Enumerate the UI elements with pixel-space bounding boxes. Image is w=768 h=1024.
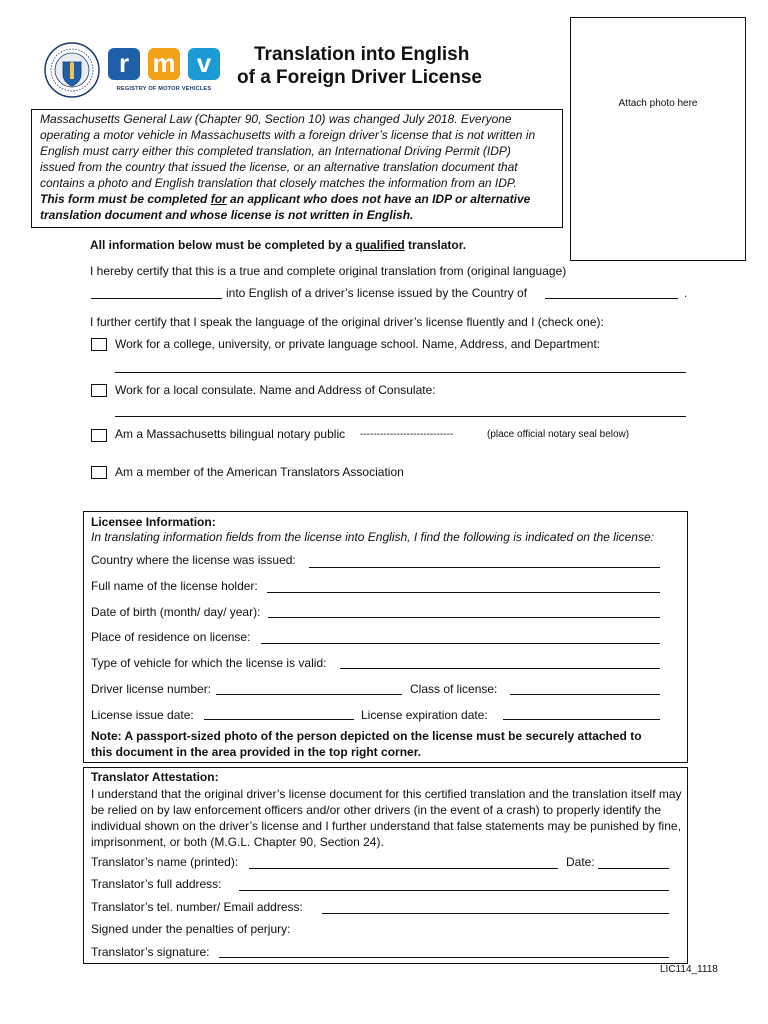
date-label: Date: bbox=[566, 855, 595, 869]
translator-signature-field[interactable] bbox=[219, 957, 669, 958]
college-details-field[interactable] bbox=[115, 372, 686, 373]
photo-box-label: Attach photo here bbox=[618, 98, 698, 109]
checkbox-ata[interactable] bbox=[91, 466, 107, 479]
licensee-subheading: In translating information fields from the license into English, I find the following is indicated on the license: bbox=[91, 530, 654, 544]
translator-name-label: Translator’s name (printed): bbox=[91, 855, 239, 869]
checkbox-notary[interactable] bbox=[91, 429, 107, 442]
rmv-logo bbox=[108, 48, 220, 98]
attestation-heading: Translator Attestation: bbox=[91, 770, 219, 784]
full-name-label: Full name of the license holder: bbox=[91, 579, 258, 593]
page-title-line2: of a Foreign Driver License bbox=[237, 67, 482, 88]
massachusetts-seal-icon bbox=[44, 42, 100, 98]
issue-date-field[interactable] bbox=[204, 719, 354, 720]
attestation-paragraph: I understand that the original driver’s license document for this certified translation and the translation itself may be relied on by law enforcement officers and/or other drivers (in the event of a crash) to properly identify the individual shown on the driver’s license and I further understand that false statements may be punished by fine, imprisonment, or both (M.G.L. Chapter 90, Section 24). bbox=[91, 787, 682, 849]
issue-date-label: License issue date: bbox=[91, 708, 194, 722]
rmv-logo-v: v bbox=[188, 48, 220, 80]
translator-attestation-box bbox=[83, 767, 688, 964]
residence-label: Place of residence on license: bbox=[91, 630, 251, 644]
country-label: Country where the license was issued: bbox=[91, 553, 296, 567]
notary-note: (place official notary seal below) bbox=[487, 429, 630, 440]
date-field[interactable] bbox=[598, 868, 669, 869]
checkbox-consulate[interactable] bbox=[91, 384, 107, 397]
perjury-label: Signed under the penalties of perjury: bbox=[91, 922, 291, 936]
rmv-logo-m: m bbox=[148, 48, 180, 80]
intro-line: operating a motor vehicle in Massachusetts with a foreign driver’s license that is not written in bbox=[40, 128, 536, 142]
original-language-field[interactable] bbox=[91, 298, 222, 299]
photo-note-line2: this document in the area provided in the top right corner. bbox=[91, 745, 422, 759]
issuing-country-field[interactable] bbox=[545, 298, 678, 299]
heading-pre: All information below must be completed by a bbox=[90, 238, 356, 252]
photo-note-line1: Note: A passport-sized photo of the person depicted on the license must be securely attached to bbox=[91, 729, 642, 743]
translator-address-field[interactable] bbox=[239, 890, 669, 891]
expiration-date-label: License expiration date: bbox=[361, 708, 488, 722]
form-code: LIC114_1118 bbox=[660, 964, 718, 975]
intro-bold-line2: translation document and whose license is not written in English. bbox=[40, 208, 414, 222]
intro-bold-pre: This form must be completed bbox=[40, 192, 211, 206]
heading-post: translator. bbox=[404, 238, 467, 252]
expiration-date-field[interactable] bbox=[503, 719, 660, 720]
license-number-field[interactable] bbox=[216, 694, 402, 695]
rmv-subtitle: REGISTRY OF MOTOR VEHICLES bbox=[116, 86, 212, 92]
translator-contact-field[interactable] bbox=[322, 913, 669, 914]
full-name-field[interactable] bbox=[267, 592, 660, 593]
rmv-logo-r: r bbox=[108, 48, 140, 80]
certify-line1: I hereby certify that this is a true and complete original translation from (original language) bbox=[90, 264, 567, 278]
dob-field[interactable] bbox=[268, 617, 660, 618]
residence-field[interactable] bbox=[261, 643, 660, 644]
translator-name-field[interactable] bbox=[249, 868, 558, 869]
option-notary-label: Am a Massachusetts bilingual notary public bbox=[115, 427, 346, 441]
intro-line: English must carry either this completed translation, an International Driving Permit (IDP) bbox=[40, 144, 511, 158]
intro-bold-post: an applicant who does not have an IDP or alternative bbox=[226, 192, 531, 206]
further-certify-text: I further certify that I speak the language of the original driver’s license fluently and I (check one): bbox=[90, 315, 604, 329]
photo-attach-box[interactable] bbox=[570, 17, 746, 261]
certification-heading bbox=[90, 237, 466, 253]
option-consulate-label: Work for a local consulate. Name and Address of Consulate: bbox=[115, 383, 436, 397]
certify-line2-text: into English of a driver’s license issued by the Country of bbox=[226, 286, 528, 300]
dob-label: Date of birth (month/ day/ year): bbox=[91, 605, 261, 619]
translator-signature-label: Translator’s signature: bbox=[91, 945, 210, 959]
checkbox-college[interactable] bbox=[91, 338, 107, 351]
notary-dashes: ---------------------------- bbox=[360, 429, 454, 440]
intro-notice-box bbox=[31, 109, 563, 228]
intro-bold-line1 bbox=[40, 191, 530, 207]
intro-bold-for: for bbox=[210, 192, 227, 206]
vehicle-type-label: Type of vehicle for which the license is valid: bbox=[91, 656, 327, 670]
license-class-label: Class of license: bbox=[410, 682, 498, 696]
translator-address-label: Translator’s full address: bbox=[91, 877, 222, 891]
licensee-info-box bbox=[83, 511, 688, 763]
country-field[interactable] bbox=[309, 567, 660, 568]
vehicle-type-field[interactable] bbox=[340, 668, 660, 669]
intro-line: Massachusetts General Law (Chapter 90, Section 10) was changed July 2018. Everyone bbox=[40, 112, 512, 126]
intro-line: issued from the country that issued the license, or an alternative translation document that bbox=[40, 160, 518, 174]
licensee-heading: Licensee Information: bbox=[91, 515, 216, 529]
heading-qualified: qualified bbox=[355, 238, 405, 252]
intro-line: contains a photo and English translation that closely matches the information from an IDP. bbox=[40, 176, 517, 190]
page-title-line1: Translation into English bbox=[254, 44, 470, 65]
option-college-label: Work for a college, university, or private language school. Name, Address, and Department: bbox=[115, 337, 601, 351]
option-ata-label: Am a member of the American Translators Association bbox=[115, 465, 404, 479]
consulate-details-field[interactable] bbox=[115, 416, 686, 417]
license-class-field[interactable] bbox=[510, 694, 660, 695]
certify-line2-period: . bbox=[684, 286, 688, 300]
translator-contact-label: Translator’s tel. number/ Email address: bbox=[91, 900, 303, 914]
license-number-label: Driver license number: bbox=[91, 682, 212, 696]
